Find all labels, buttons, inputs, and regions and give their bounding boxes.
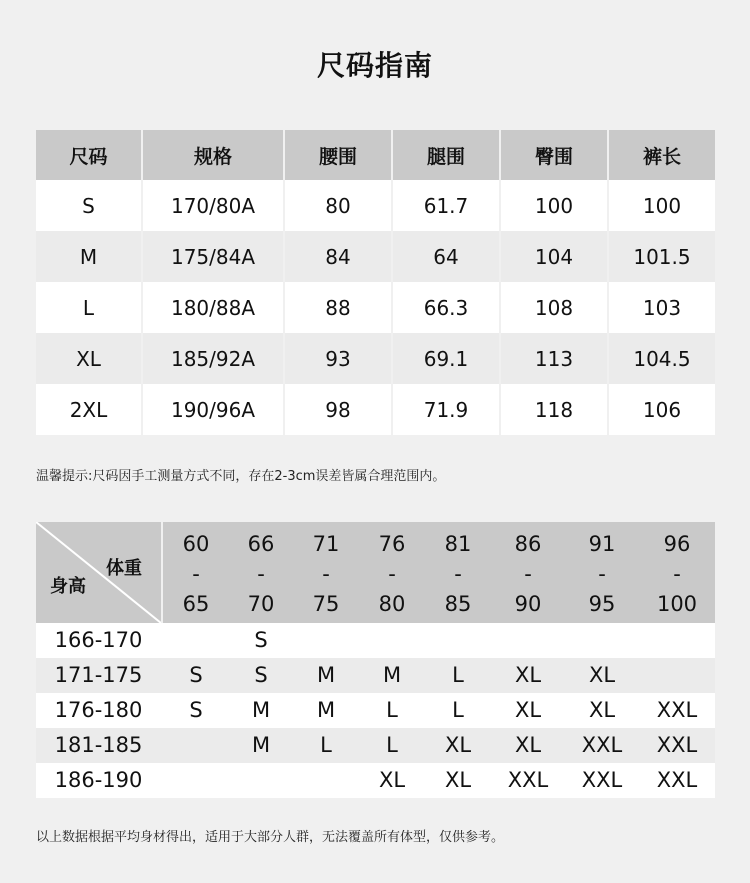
weight-from: 66 [247, 532, 275, 556]
weight-to: 95 [588, 592, 616, 616]
size-table [36, 130, 715, 435]
table-cell: 106 [608, 384, 715, 435]
weight-to: 100 [656, 592, 698, 616]
range-dash: - [598, 562, 606, 586]
table-cell: 104.5 [608, 333, 715, 384]
weight-range [293, 522, 359, 623]
size-cell: S [254, 663, 268, 687]
weight-from: 60 [182, 532, 210, 556]
size-cell: XXL [507, 768, 549, 792]
table-cell: 185/92A [142, 333, 284, 384]
weight-from: 76 [378, 532, 406, 556]
weight-range [644, 522, 710, 623]
header-waist: 腰围 [284, 130, 392, 180]
table-cell: 175/84A [142, 231, 284, 282]
table-cell: 98 [284, 384, 392, 435]
height-range: 166-170 [54, 628, 143, 652]
range-dash: - [192, 562, 200, 586]
table-row [36, 658, 715, 693]
fit-table [36, 522, 715, 798]
table-cell: 69.1 [392, 333, 500, 384]
header-hip: 臀围 [500, 130, 608, 180]
table-cell: 113 [500, 333, 608, 384]
table-cell: 101.5 [608, 231, 715, 282]
disclaimer-note: 以上数据根据平均身材得出，适用于大部分人群，无法覆盖所有体型，仅供参考。 [36, 830, 505, 845]
size-cell: M [316, 663, 336, 687]
height-range: 181-185 [54, 733, 143, 757]
table-row [36, 231, 715, 282]
size-cell: M [316, 698, 336, 722]
weight-range [569, 522, 635, 623]
table-cell: 64 [392, 231, 500, 282]
height-range: 176-180 [54, 698, 143, 722]
table-cell: 100 [608, 180, 715, 231]
weight-range [228, 522, 294, 623]
table-cell: L [36, 282, 142, 333]
table-cell: 118 [500, 384, 608, 435]
size-table-header [36, 130, 715, 180]
weight-from: 86 [514, 532, 542, 556]
table-cell: S [36, 180, 142, 231]
table-cell: 103 [608, 282, 715, 333]
table-cell: 93 [284, 333, 392, 384]
range-dash: - [388, 562, 396, 586]
size-cell: XL [514, 663, 542, 687]
table-cell: 88 [284, 282, 392, 333]
weight-range [359, 522, 425, 623]
table-cell: 190/96A [142, 384, 284, 435]
range-dash: - [454, 562, 462, 586]
range-dash: - [673, 562, 681, 586]
weight-from: 91 [588, 532, 616, 556]
size-cell: XL [588, 698, 616, 722]
table-row [36, 333, 715, 384]
size-cell: L [386, 733, 398, 757]
weight-range [495, 522, 561, 623]
weight-to: 90 [514, 592, 542, 616]
size-cell: M [251, 698, 271, 722]
table-cell: 2XL [36, 384, 142, 435]
table-row [36, 763, 715, 798]
range-dash: - [257, 562, 265, 586]
weight-from: 81 [444, 532, 472, 556]
size-cell: XL [514, 698, 542, 722]
height-label: 身高 [50, 576, 86, 597]
table-row [36, 623, 715, 658]
size-cell: M [251, 733, 271, 757]
table-row [36, 693, 715, 728]
size-cell: L [386, 698, 398, 722]
weight-to: 85 [444, 592, 472, 616]
weight-label: 体重 [106, 558, 142, 579]
header-thigh: 腿围 [392, 130, 500, 180]
page-title: 尺码指南 [316, 49, 433, 82]
size-cell: XXL [581, 768, 623, 792]
size-cell: S [189, 698, 203, 722]
height-range: 171-175 [54, 663, 143, 687]
table-cell: 71.9 [392, 384, 500, 435]
size-cell: XL [444, 768, 472, 792]
weight-to: 65 [182, 592, 210, 616]
weight-to: 70 [247, 592, 275, 616]
table-cell: M [36, 231, 142, 282]
size-cell: XXL [581, 733, 623, 757]
size-cell: S [254, 628, 268, 652]
table-cell: 104 [500, 231, 608, 282]
table-row [36, 384, 715, 435]
table-cell: 100 [500, 180, 608, 231]
size-cell: S [189, 663, 203, 687]
size-cell: L [320, 733, 332, 757]
weight-to: 75 [312, 592, 340, 616]
fit-table-header [36, 522, 715, 623]
size-cell: XL [588, 663, 616, 687]
size-cell: XXL [656, 698, 698, 722]
size-cell: M [382, 663, 402, 687]
table-cell: 170/80A [142, 180, 284, 231]
weight-range [163, 522, 229, 623]
size-cell: XXL [656, 733, 698, 757]
table-row [36, 282, 715, 333]
range-dash: - [524, 562, 532, 586]
diagonal-header-cell [36, 522, 163, 623]
weight-from: 71 [312, 532, 340, 556]
header-spec: 规格 [142, 130, 284, 180]
header-length: 裤长 [608, 130, 715, 180]
table-cell: 180/88A [142, 282, 284, 333]
fit-table-body [36, 623, 715, 798]
table-cell: 61.7 [392, 180, 500, 231]
weight-range [425, 522, 491, 623]
size-cell: XL [378, 768, 406, 792]
height-range: 186-190 [54, 768, 143, 792]
weight-from: 96 [663, 532, 691, 556]
table-cell: 108 [500, 282, 608, 333]
table-cell: 66.3 [392, 282, 500, 333]
table-row [36, 180, 715, 231]
table-cell: XL [36, 333, 142, 384]
size-cell: L [452, 698, 464, 722]
range-dash: - [322, 562, 330, 586]
table-row [36, 728, 715, 763]
measurement-note: 温馨提示:尺码因手工测量方式不同，存在2-3cm误差皆属合理范围内。 [36, 469, 446, 484]
size-cell: L [452, 663, 464, 687]
weight-to: 80 [378, 592, 406, 616]
size-cell: XXL [656, 768, 698, 792]
table-cell: 80 [284, 180, 392, 231]
size-cell: XL [514, 733, 542, 757]
size-cell: XL [444, 733, 472, 757]
header-size: 尺码 [36, 130, 142, 180]
table-cell: 84 [284, 231, 392, 282]
